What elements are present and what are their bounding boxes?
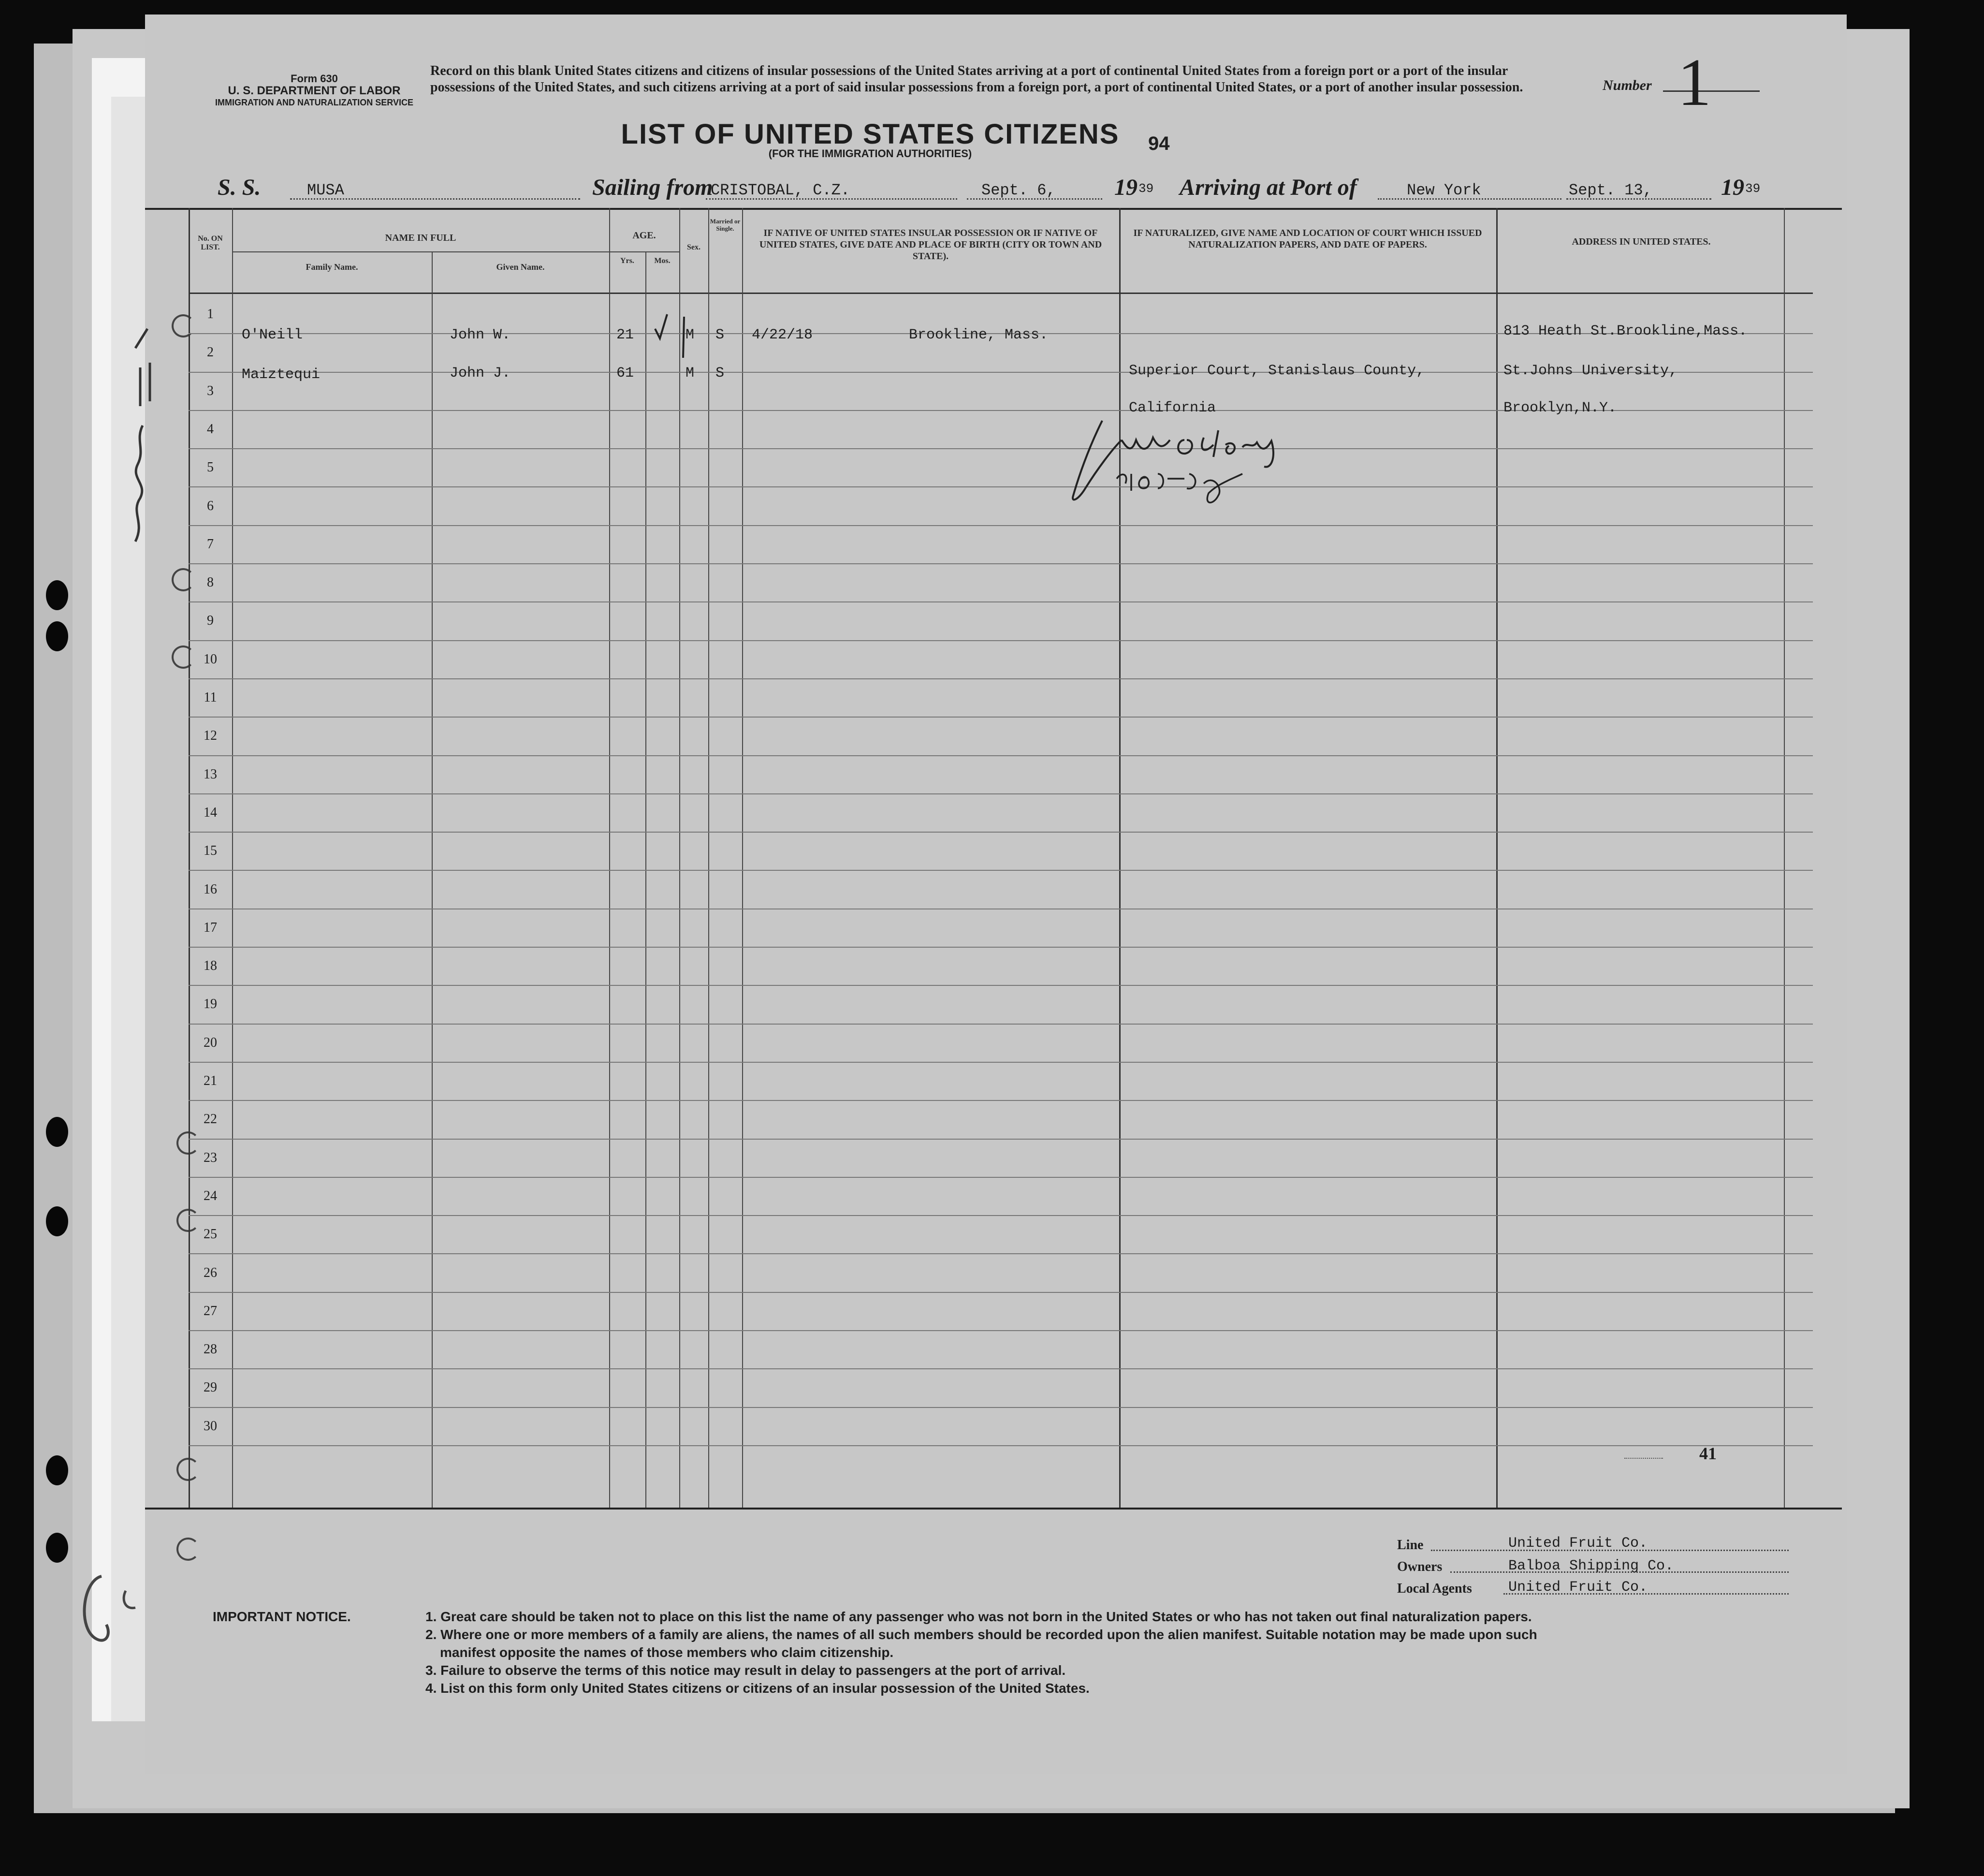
entry-2-sex: M xyxy=(686,365,695,381)
notice-item-2: 2. Where one or more members of a family are aliens, the names of all such members should be recorded upon the alien manifest. Suitable notation may be made upon such xyxy=(425,1627,1537,1642)
table-row xyxy=(189,832,1813,871)
dotted-line xyxy=(1378,198,1561,200)
table-row xyxy=(189,1292,1813,1331)
table-row xyxy=(189,1139,1813,1178)
row-number: 25 xyxy=(204,1227,217,1242)
number-label: Number xyxy=(1603,77,1652,93)
year-prefix: 19 xyxy=(1114,175,1138,200)
notice-item-3: 3. Failure to observe the terms of this notice may result in delay to passengers at the port of arrival. xyxy=(425,1663,1066,1678)
inspector-signature xyxy=(1059,411,1368,513)
year-suffix: 39 xyxy=(1745,181,1761,196)
col-header-age: AGE. xyxy=(632,230,656,241)
year-suffix: 39 xyxy=(1138,181,1154,196)
entry-2-court: Superior Court, Stanislaus County, xyxy=(1129,363,1425,379)
row-number: 24 xyxy=(204,1188,217,1203)
table-row xyxy=(189,947,1813,986)
table-row xyxy=(189,755,1813,794)
dotted-line xyxy=(1450,1571,1789,1573)
entry-1-yrs: 21 xyxy=(616,327,634,343)
dotted-line xyxy=(1566,198,1711,200)
row-number: 27 xyxy=(204,1303,217,1319)
entry-2-married: S xyxy=(715,365,725,381)
col-header-sex: Sex. xyxy=(687,243,700,251)
row-number: 29 xyxy=(204,1380,217,1395)
col-header-given-name: Given Name. xyxy=(496,262,545,272)
col-header-married: Married or Single. xyxy=(710,218,741,232)
col-header-no: No. ON LIST. xyxy=(198,234,223,251)
punch-mark xyxy=(176,1538,200,1561)
row-number: 14 xyxy=(204,805,217,820)
table-row xyxy=(189,985,1813,1024)
row-number: 8 xyxy=(207,575,214,590)
table-row xyxy=(189,1330,1813,1369)
table-row xyxy=(189,1100,1813,1139)
owners-value: Balboa Shipping Co. xyxy=(1508,1558,1674,1574)
row-number: 12 xyxy=(204,728,217,744)
row-number: 30 xyxy=(204,1418,217,1434)
line-value: United Fruit Co. xyxy=(1508,1535,1648,1552)
col-header-address: ADDRESS IN UNITED STATES. xyxy=(1572,236,1711,247)
row-number: 13 xyxy=(204,766,217,782)
row-number: 3 xyxy=(207,383,214,398)
check-mark-icon xyxy=(645,309,708,363)
table-row xyxy=(189,601,1813,641)
entry-2-address-city: Brooklyn,N.Y. xyxy=(1503,400,1617,416)
binder-hole xyxy=(46,621,68,651)
ss-label: S. S. xyxy=(218,175,261,200)
binder-hole xyxy=(46,1455,68,1485)
service: IMMIGRATION AND NATURALIZATION SERVICE xyxy=(215,98,413,107)
row-number: 5 xyxy=(207,460,214,475)
table-bottom-border xyxy=(145,1508,1842,1510)
name-header-rule xyxy=(232,251,609,252)
col-header-naturalized: IF NATURALIZED, GIVE NAME AND LOCATION OF COURT WHICH ISSUED NATURALIZATION PAPERS, AND DATE OF PAPERS. xyxy=(1133,228,1482,250)
sailing-label: Sailing from xyxy=(592,175,713,200)
table-row xyxy=(189,1177,1813,1216)
year-prefix: 19 xyxy=(1721,175,1744,200)
col-header-family-name: Family Name. xyxy=(306,262,358,272)
binder-hole xyxy=(46,1206,68,1236)
table-row xyxy=(189,1407,1813,1446)
table-row xyxy=(189,1062,1813,1101)
number-value: 1 xyxy=(1678,45,1711,120)
ship-name: MUSA xyxy=(307,181,344,199)
row-number: 20 xyxy=(204,1035,217,1050)
row-number: 6 xyxy=(207,498,214,513)
arriving-label: Arriving at Port of xyxy=(1180,175,1357,200)
tally-dots xyxy=(1624,1458,1663,1459)
row-number: 11 xyxy=(204,690,217,705)
important-notice xyxy=(213,1608,1798,1697)
agents-label: Local Agents xyxy=(1397,1581,1472,1596)
table-row xyxy=(189,640,1813,679)
dotted-line xyxy=(290,198,580,200)
page-count: 41 xyxy=(1699,1444,1717,1463)
sailing-date: Sept. 6, xyxy=(981,181,1056,199)
notice-item-4: 4. List on this form only United States citizens or citizens of an insular possession of the United States. xyxy=(425,1681,1090,1696)
col-header-mos: Mos. xyxy=(654,257,671,265)
row-number: 9 xyxy=(207,613,214,629)
table-row xyxy=(189,1254,1813,1293)
page-title: LIST OF UNITED STATES CITIZENS xyxy=(621,118,1120,150)
binder-hole xyxy=(46,580,68,610)
binder-hole xyxy=(46,1117,68,1147)
row-number: 28 xyxy=(204,1342,217,1357)
punch-mark xyxy=(176,1458,200,1481)
dotted-line xyxy=(1503,1593,1789,1595)
table-row xyxy=(189,870,1813,909)
entry-1-family-name: O'Neill xyxy=(242,327,303,343)
row-number: 26 xyxy=(204,1265,217,1280)
arrival-date: Sept. 13, xyxy=(1569,181,1652,199)
table-top-border xyxy=(145,208,1842,210)
row-number: 16 xyxy=(204,881,217,897)
dotted-line xyxy=(1431,1550,1789,1551)
row-number: 17 xyxy=(204,920,217,935)
row-number: 10 xyxy=(204,651,217,667)
age-header-rule xyxy=(609,251,679,252)
table-row xyxy=(189,793,1813,833)
table-row xyxy=(189,1024,1813,1063)
form-number: Form 630 xyxy=(291,73,338,85)
table-row xyxy=(189,1215,1813,1254)
table-row xyxy=(189,909,1813,948)
owners-label: Owners xyxy=(1397,1559,1443,1574)
entry-2-family-name: Maiztequi xyxy=(242,366,321,383)
table-row xyxy=(189,525,1813,564)
entry-1-given-name: John W. xyxy=(450,327,511,343)
entry-1-sex: M xyxy=(686,327,695,343)
entry-1-birth-date: 4/22/18 xyxy=(752,327,813,343)
row-number: 15 xyxy=(204,843,217,859)
row-number: 18 xyxy=(204,958,217,974)
form-header xyxy=(213,73,416,109)
arrival-port: New York xyxy=(1407,181,1481,199)
row-number: 7 xyxy=(207,536,214,552)
line-label: Line xyxy=(1397,1538,1424,1553)
department: U. S. DEPARTMENT OF LABOR xyxy=(228,84,401,97)
row-number: 1 xyxy=(207,307,214,322)
dotted-line xyxy=(967,198,1102,200)
dotted-line xyxy=(706,198,957,200)
table-row xyxy=(189,448,1813,487)
entry-1-birth-place: Brookline, Mass. xyxy=(909,327,1049,343)
agents-value: United Fruit Co. xyxy=(1508,1579,1648,1596)
sheet-number: 94 xyxy=(1148,133,1170,154)
table-row xyxy=(189,1368,1813,1407)
row-number: 19 xyxy=(204,997,217,1012)
entry-2-court-state: California xyxy=(1129,400,1216,416)
sailing-port: CRISTOBAL, C.Z. xyxy=(711,181,850,199)
row-number: 2 xyxy=(207,345,214,360)
notice-item-1: 1. Great care should be taken not to place on this list the name of any passenger who was not born in the United States or who has not taken out final naturalization papers. xyxy=(425,1609,1532,1624)
col-header-name-in-full: NAME IN FULL xyxy=(385,233,456,243)
binder-hole xyxy=(46,1533,68,1563)
table-row xyxy=(189,563,1813,602)
table-row xyxy=(189,487,1813,526)
entry-2-yrs: 61 xyxy=(616,365,634,381)
entry-1-address: 813 Heath St.Brookline,Mass. xyxy=(1503,323,1748,339)
margin-handwriting xyxy=(106,309,174,551)
entry-2-given-name: John J. xyxy=(450,365,511,381)
entry-1-married: S xyxy=(715,327,725,343)
notice-title: IMPORTANT NOTICE. xyxy=(213,1609,351,1624)
page-subtitle: (FOR THE IMMIGRATION AUTHORITIES) xyxy=(768,147,972,160)
row-number: 4 xyxy=(207,421,214,437)
row-number: 21 xyxy=(204,1073,217,1088)
form-instructions: Record on this blank United States citizens and citizens of insular possessions of the United States arriving at a port of continental United States from a foreign port or a port of the insular possessions of the United States, and such citizens arriving at a port of said insular possessions from a foreign port, a port of continental United States, or a port of another insular possession. xyxy=(430,63,1523,95)
col-header-yrs: Yrs. xyxy=(620,257,634,265)
margin-handwriting xyxy=(73,1562,169,1658)
row-number: 23 xyxy=(204,1150,217,1165)
notice-item-2-cont: manifest opposite the names of those members who claim citizenship. xyxy=(440,1645,894,1660)
table-row xyxy=(189,717,1813,756)
row-number: 22 xyxy=(204,1112,217,1127)
col-header-native: IF NATIVE OF UNITED STATES INSULAR POSSESSION OR IF NATIVE OF UNITED STATES, GIVE DATE AND PLACE OF BIRTH (CITY OR TOWN AND STATE). xyxy=(759,228,1102,262)
entry-2-address: St.Johns University, xyxy=(1503,363,1678,379)
table-row xyxy=(189,678,1813,718)
